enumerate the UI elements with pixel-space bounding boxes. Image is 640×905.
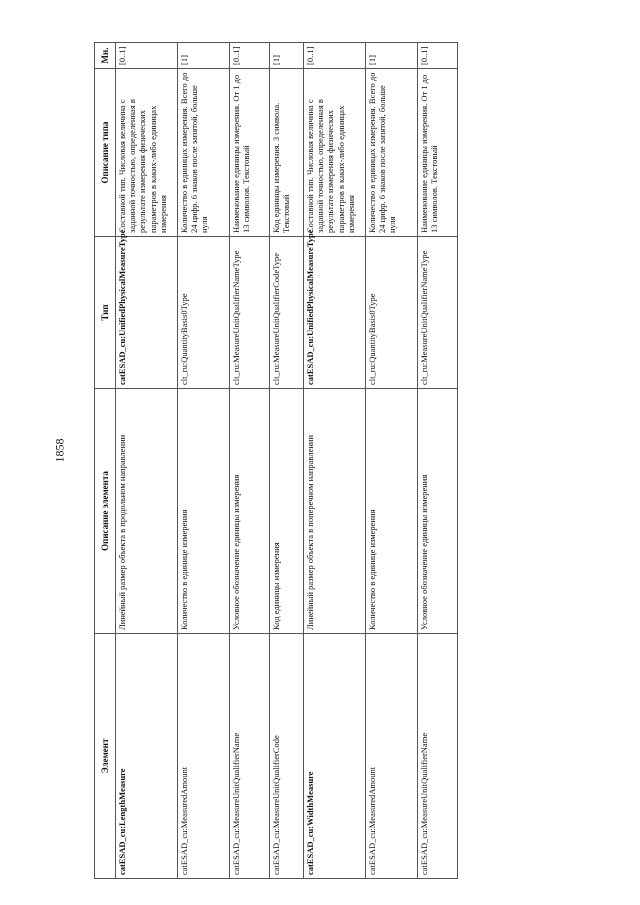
element-description-cell: Линейный размер объекта в продольном направлении — [116, 389, 178, 634]
table-body — [116, 43, 458, 879]
element-description-cell: Условное обозначение единицы измерения — [418, 389, 458, 634]
type-description-cell: Код единицы измерения. 3 символа. Текстовый — [270, 69, 304, 237]
header-element: Элемент — [95, 634, 116, 879]
element-description-cell: Количество в единице измерения — [178, 389, 230, 634]
multiplicity-cell: [0..1] — [304, 43, 366, 69]
table-row — [116, 43, 178, 879]
header-row — [95, 43, 116, 879]
element-description-cell: Количество в единице измерения — [366, 389, 418, 634]
multiplicity-cell: [0..1] — [418, 43, 458, 69]
multiplicity-cell: [1] — [270, 43, 304, 69]
type-cell: clt_ru:QuantityBasis0Type — [366, 237, 418, 389]
multiplicity-cell: [1] — [178, 43, 230, 69]
page-number: 1858 — [52, 438, 67, 463]
type-description-cell: Составной тип. Числовая величина с заданной точностью, определенная в результате измерения физических параметров в каких-либо единицах измерения — [116, 69, 178, 237]
table-row — [418, 43, 458, 879]
spec-table — [94, 42, 458, 879]
table-row — [230, 43, 270, 879]
header-element-description: Описание элемента — [95, 389, 116, 634]
type-cell: clt_ru:MeasureUnitQualifierNameType — [230, 237, 270, 389]
element-cell: catESAD_cu:WidthMeasure — [304, 634, 366, 879]
element-description-cell: Код единицы измерения — [270, 389, 304, 634]
table-row — [178, 43, 230, 879]
type-description-cell: Составной тип. Числовая величина с заданной точностью, определенная в результате измерения физических параметров в каких-либо единицах измерения — [304, 69, 366, 237]
header-type: Тип — [95, 237, 116, 389]
element-cell: catESAD_cu:MeasureUnitQualifierName — [230, 634, 270, 879]
element-cell: catESAD_cu:MeasureUnitQualifierName — [418, 634, 458, 879]
rotated-table-wrapper — [94, 43, 546, 879]
table-row — [270, 43, 304, 879]
element-cell: catESAD_cu:MeasuredAmount — [178, 634, 230, 879]
multiplicity-cell: [0..1] — [116, 43, 178, 69]
header-type-description: Описание типа — [95, 69, 116, 237]
header-multiplicity: Мн. — [95, 43, 116, 69]
type-description-cell: Количество в единицах измерения. Всего до 24 цифр. 6 знаков после запятой, больше нуля — [178, 69, 230, 237]
multiplicity-cell: [1] — [366, 43, 418, 69]
table-row — [366, 43, 418, 879]
element-description-cell: Условное обозначение единицы измерения — [230, 389, 270, 634]
type-cell: clt_ru:QuantityBasis0Type — [178, 237, 230, 389]
multiplicity-cell: [0..1] — [230, 43, 270, 69]
type-cell: catESAD_cu:UnifiedPhysicalMeasureType — [116, 237, 178, 389]
element-description-cell: Линейный размер объекта в поперечном направлении — [304, 389, 366, 634]
element-cell: catESAD_cu:LengthMeasure — [116, 634, 178, 879]
type-cell: clt_ru:MeasureUnitQualifierNameType — [418, 237, 458, 389]
type-cell: catESAD_cu:UnifiedPhysicalMeasureType — [304, 237, 366, 389]
element-cell: catESAD_cu:MeasuredAmount — [366, 634, 418, 879]
element-cell: catESAD_cu:MeasureUnitQualifierCode — [270, 634, 304, 879]
table-row — [304, 43, 366, 879]
type-cell: clt_ru:MeasureUnitQualifierCodeType — [270, 237, 304, 389]
type-description-cell: Наименование единицы измерения. От 1 до 13 символов. Текстовый — [230, 69, 270, 237]
type-description-cell: Наименование единицы измерения. От 1 до 13 символов. Текстовый — [418, 69, 458, 237]
type-description-cell: Количество в единицах измерения. Всего до 24 цифр. 6 знаков после запятой, больше нуля — [366, 69, 418, 237]
